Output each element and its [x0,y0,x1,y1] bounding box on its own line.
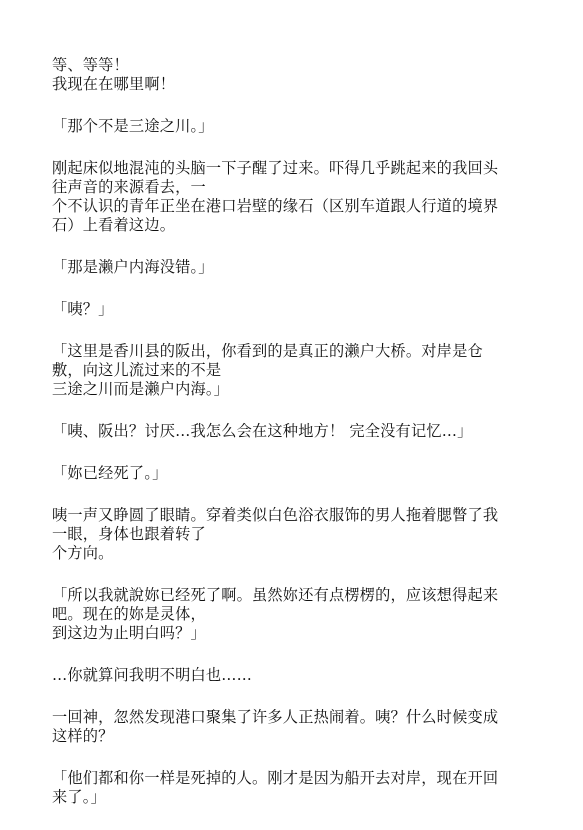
text-line: 「咦、阪出？讨厌…我怎么会在这种地方！ 完全没有记忆…」 [52,422,473,440]
paragraph-5 [52,300,532,319]
paragraph-11 [52,666,532,685]
text-line: 往声音的来源看去，一 [52,178,206,196]
text-line: 石）上看着这边。 [52,216,176,234]
text-line: 吧。现在的妳是灵体， [52,605,206,623]
paragraph-2 [52,117,532,136]
text-line: 个方向。 [52,544,114,562]
text-line: 「妳已经死了。」 [52,464,168,482]
paragraph-4 [52,258,532,277]
text-line: 这样的？ [52,727,114,745]
paragraph-3 [52,159,532,235]
text-line: 敷，向这儿流过来的不是 [52,361,222,379]
document-page [52,56,532,830]
paragraph-12 [52,708,532,746]
text-line: 等、等等！ [52,56,129,74]
text-line: 一眼，身体也跟着转了 [52,525,206,543]
text-line: 「他们都和你一样是死掉的人。刚才是因为船开去对岸，现在开回 [52,769,499,787]
text-line: 个不认识的青年正坐在港口岩壁的缘石（区别车道跟人行道的境界 [52,197,499,215]
paragraph-8 [52,464,532,483]
text-line: 咦一声又睁圆了眼睛。穿着类似白色浴衣服饰的男人拖着腮瞥了我 [52,506,499,524]
paragraph-9 [52,506,532,563]
text-line: 刚起床似地混沌的头脑一下子醒了过来。吓得几乎跳起来的我回头 [52,159,499,177]
paragraph-13 [52,769,532,807]
text-line: 「那是濑户内海没错。」 [52,258,214,276]
paragraph-7 [52,422,532,441]
text-line: 「这里是香川县的阪出，你看到的是真正的濑户大桥。对岸是仓 [52,342,483,360]
paragraph-6 [52,342,532,399]
text-line: 三途之川而是濑户内海。」 [52,380,230,398]
text-line: …你就算问我明不明白也…… [52,666,253,684]
text-line: 我现在在哪里啊！ [52,75,176,93]
paragraph-1 [52,56,532,94]
text-line: 「所以我就說妳已经死了啊。虽然妳还有点楞楞的，应该想得起来 [52,586,499,604]
text-line: 「咦？」 [52,300,114,318]
text-line: 来了。」 [52,788,106,806]
text-line: 一回神，忽然发现港口聚集了许多人正热闹着。咦？什么时候变成 [52,708,499,726]
text-line: 到这边为止明白吗？」 [52,624,206,642]
text-line: 「那个不是三途之川。」 [52,117,214,135]
paragraph-10 [52,586,532,643]
